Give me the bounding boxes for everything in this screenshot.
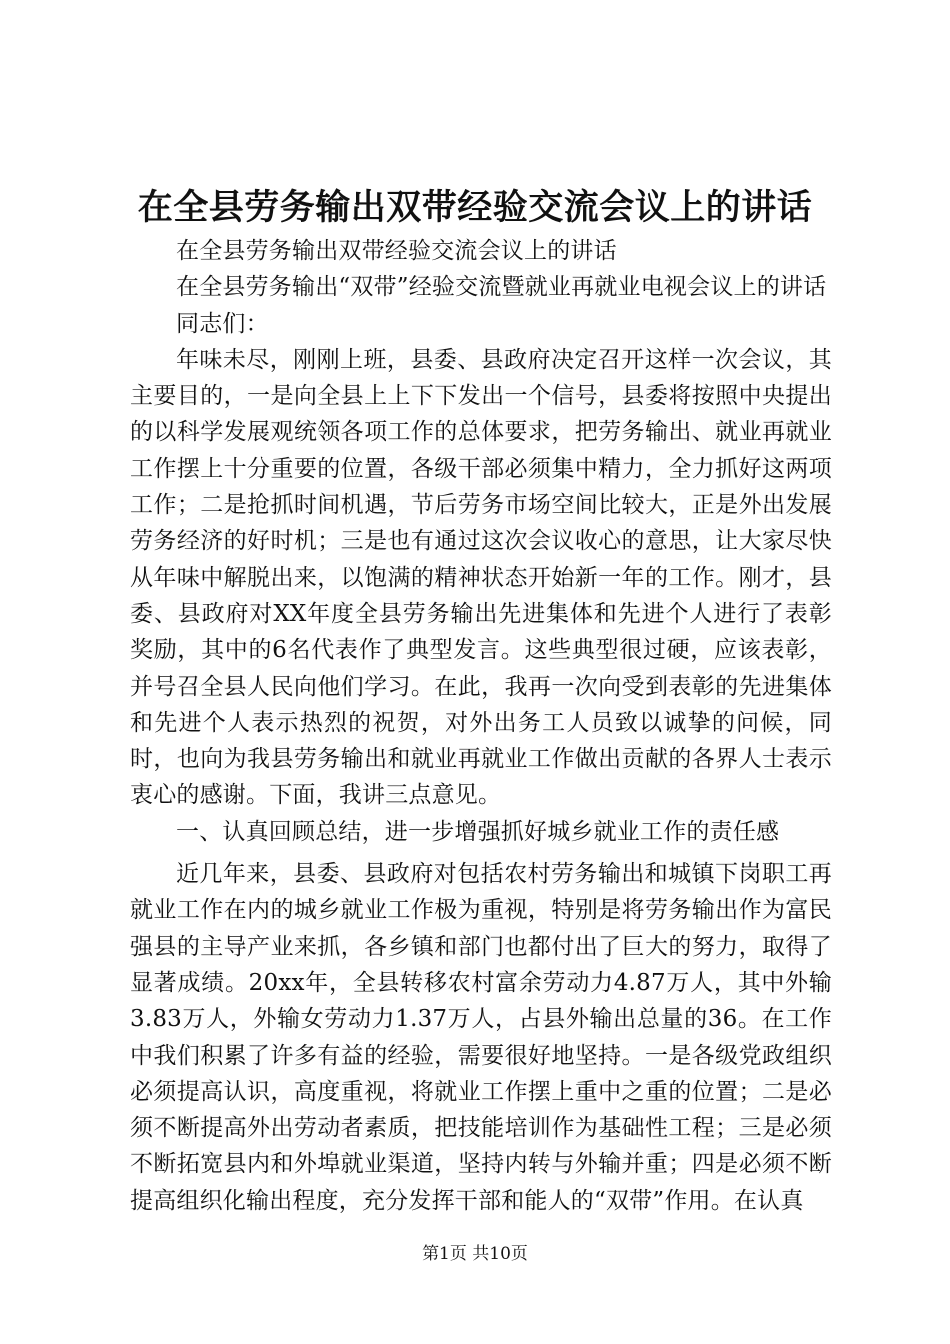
section-heading-1: 一、认真回顾总结，进一步增强抓好城乡就业工作的责任感 — [176, 818, 780, 845]
page-title: 在全县劳务输出双带经验交流会议上的讲话 — [137, 187, 813, 228]
opening-paragraph: 年味未尽，刚刚上班，县委、县政府决定召开这样一次会议，其主要目的，一是向全县上上下下发出一个信号，县委将按照中央提出的以科学发展观统领各项工作的总体要求，把劳务输出、就业再就业工作摆上十分重要的位置，各级干部必须集中精力，全力抓好这两项工作；二是抢抓时间机遇，节后劳务市场空间比较大，正是外出发展劳务经济的好时机；三是也有通过这次会议收心的意思，让大家尽快从年味中解脱出来，以饱满的精神状态开始新一年的工作。刚才，县委、县政府对XX年度全县劳务输出先进集体和先进个人进行了表彰奖励，其中的6名代表作了典型发言。这些典型很过硬，应该表彰，并号召全县人民向他们学习。在此，我再一次向受到表彰的先进集体和先进个人表示热烈的祝贺，对外出务工人员致以诚挚的问候，同时，也向为我县劳务输出和就业再就业工作做出贡献的各界人士表示衷心的感谢。下面，我讲三点意见。 — [130, 346, 832, 809]
meeting-name-paragraph: 在全县劳务输出“双带”经验交流暨就业再就业电视会议上的讲话 — [176, 274, 827, 301]
review-paragraph: 近几年来，县委、县政府对包括农村劳务输出和城镇下岗职工再就业工作在内的城乡就业工作极为重视，特别是将劳务输出作为富民强县的主导产业来抓，各乡镇和部门也都付出了巨大的努力，取得了显著成绩。20xx年，全县转移农村富余劳动力4.87万人，其中外输3.83万人，外输女劳动力1.37万人，占县外输出总量的36。在工作中我们积累了许多有益的经验，需要很好地坚持。一是各级党政组织必须提高认识，高度重视，将就业工作摆上重中之重的位置；二是必须不断提高外出劳动者素质，把技能培训作为基础性工程；三是必须不断拓宽县内和外埠就业渠道，坚持内转与外输并重；四是必须不断提高组织化输出程度，充分发挥干部和能人的“双带”作用。在认真 — [130, 861, 832, 1214]
salutation-paragraph: 同志们： — [176, 310, 269, 337]
subtitle-paragraph: 在全县劳务输出双带经验交流会议上的讲话 — [176, 238, 617, 264]
page-number-footer: 第1页 共10页 — [422, 1244, 528, 1264]
document-body — [130, 233, 832, 1219]
